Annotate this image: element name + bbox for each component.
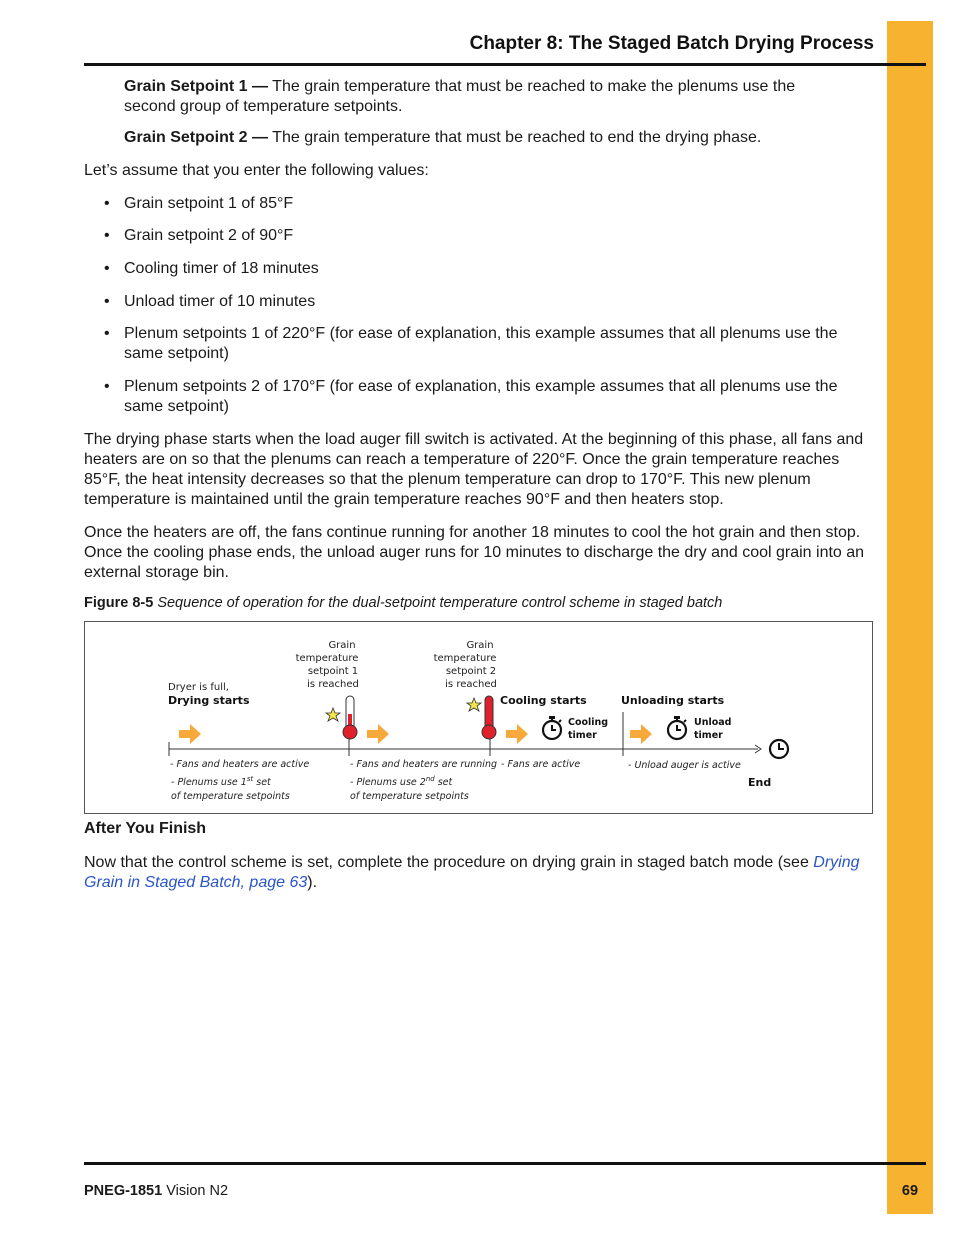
list-item-text: Unload timer of 10 minutes xyxy=(124,293,316,310)
phase1-sup: st xyxy=(246,775,254,783)
list-item xyxy=(104,259,874,279)
bullet-symbol: • xyxy=(104,293,110,310)
figure-caption xyxy=(84,595,722,611)
page-number: 69 xyxy=(901,1183,919,1199)
sp2-label-line: temperature xyxy=(433,653,497,664)
sequence-diagram-svg xyxy=(85,622,874,815)
phase1-text: - Fans and heaters are active xyxy=(170,759,310,770)
sp2-label-line: setpoint 2 xyxy=(445,666,497,677)
list-item xyxy=(104,324,874,364)
cooling-timer-label: timer xyxy=(568,730,597,741)
sequence-diagram xyxy=(84,621,873,814)
after-text: Now that the control scheme is set, complete the procedure on drying grain in staged batch mode (see xyxy=(84,854,814,871)
list-item-text: Cooling timer of 18 minutes xyxy=(124,260,319,277)
phase2-text: - Fans and heaters are running xyxy=(350,759,497,770)
paragraph-drying-phase: The drying phase starts when the load auger fill switch is activated. At the beginning of this phase, all fans and heaters are on so that the plenums can reach a temperature of 220°F. Once the grain temperature reaches 85°F, the heat intensity decreases so that the plenum temperature can drop to 170°F. This new plenum temperature is maintained until the grain temperature reaches 90°F and then heaters stop. xyxy=(84,431,864,508)
footer-rule xyxy=(84,1162,926,1165)
figure-label: Figure 8-5 xyxy=(84,595,154,611)
chapter-side-tab xyxy=(887,21,933,1214)
paragraph-cooling-phase: Once the heaters are off, the fans continue running for another 18 minutes to cool the hot grain and then stop. Once the cooling phase ends, the unload auger runs for 10 minutes to discharge the dry and cool grain into an external storage bin. xyxy=(84,524,865,581)
phase2-text-part: set xyxy=(434,777,453,788)
arrow-icon xyxy=(179,724,201,744)
sp1-label-line: Grain xyxy=(328,640,356,651)
list-item xyxy=(104,377,874,417)
clock-icon xyxy=(770,740,788,758)
phase4-text: - Unload auger is active xyxy=(628,760,741,771)
bullet-symbol: • xyxy=(104,260,110,277)
thermometer-icon xyxy=(343,696,357,739)
sp2-label-line: Grain xyxy=(466,640,494,651)
intro-paragraph: Let’s assume that you enter the following values: xyxy=(84,162,429,179)
arrow-icon xyxy=(367,724,389,744)
phase2-sup: nd xyxy=(425,775,435,783)
definition-grain-setpoint-1 xyxy=(124,77,844,117)
phase3-text: - Fans are active xyxy=(501,759,581,770)
sp2-label-line: is reached xyxy=(445,679,497,690)
doc-name: Vision N2 xyxy=(162,1183,229,1199)
drying-grain-link[interactable]: Drying Grain in Staged Batch, page 63 xyxy=(84,854,860,891)
definition-text: The grain temperature that must be reached to make the plenums use the second group of temperature setpoints. xyxy=(124,78,796,115)
after-text-end: ). xyxy=(307,874,318,891)
list-item-text: Grain setpoint 1 of 85°F xyxy=(124,195,294,212)
after-you-finish-heading: After You Finish xyxy=(84,820,207,837)
definition-term: Grain Setpoint 1 — xyxy=(124,78,269,95)
end-label: End xyxy=(748,776,772,789)
cooling-timer-label: Cooling xyxy=(568,717,609,728)
list-item xyxy=(104,194,874,214)
phase2-text-part: - Plenums use 2 xyxy=(350,777,426,788)
sp1-label-line: is reached xyxy=(307,679,359,690)
after-you-finish-paragraph xyxy=(84,853,874,893)
list-item-text: Plenum setpoints 2 of 170°F (for ease of explanation, this example assumes that all plenums use the same setpoint) xyxy=(124,378,838,415)
definition-term: Grain Setpoint 2 — xyxy=(124,129,269,146)
header-rule xyxy=(84,63,926,66)
doc-number: PNEG-1851 xyxy=(84,1183,163,1199)
drying-starts-label: Drying starts xyxy=(168,694,250,707)
list-item xyxy=(104,292,874,312)
bullet-symbol: • xyxy=(104,195,110,212)
bullet-symbol: • xyxy=(104,378,110,395)
chapter-title: Chapter 8: The Staged Batch Drying Process xyxy=(469,33,874,54)
dryer-full-label: Dryer is full, xyxy=(168,682,229,693)
unloading-starts-label: Unloading starts xyxy=(621,694,725,707)
stopwatch-icon xyxy=(543,716,561,739)
figure-caption-text: Sequence of operation for the dual-setpoint temperature control scheme in staged batch xyxy=(153,595,723,611)
phase1-text-part: set xyxy=(253,777,271,788)
definition-text: The grain temperature that must be reached to end the drying phase. xyxy=(268,129,762,146)
unload-timer-label: timer xyxy=(694,730,723,741)
arrow-icon xyxy=(506,724,528,744)
phase2-text xyxy=(350,775,454,788)
stopwatch-icon xyxy=(668,716,686,739)
star-icon xyxy=(467,698,481,711)
bullet-symbol: • xyxy=(104,227,110,244)
definition-grain-setpoint-2 xyxy=(124,128,844,148)
cooling-starts-label: Cooling starts xyxy=(500,694,587,707)
thermometer-icon xyxy=(482,696,496,739)
phase1-text: of temperature setpoints xyxy=(171,791,290,802)
unload-timer-label: Unload xyxy=(694,717,732,728)
phase1-text-part: - Plenums use 1 xyxy=(171,777,247,788)
list-item-text: Plenum setpoints 1 of 220°F (for ease of explanation, this example assumes that all plenums use the same setpoint) xyxy=(124,325,838,362)
list-item xyxy=(104,226,874,246)
bullet-symbol: • xyxy=(104,325,110,342)
footer-doc-id xyxy=(84,1183,228,1199)
sp1-label-line: temperature xyxy=(295,653,359,664)
list-item-text: Grain setpoint 2 of 90°F xyxy=(124,227,294,244)
star-icon xyxy=(326,708,340,721)
sp1-label-line: setpoint 1 xyxy=(307,666,359,677)
phase1-text xyxy=(171,775,272,788)
arrow-icon xyxy=(630,724,652,744)
phase2-text: of temperature setpoints xyxy=(350,791,469,802)
